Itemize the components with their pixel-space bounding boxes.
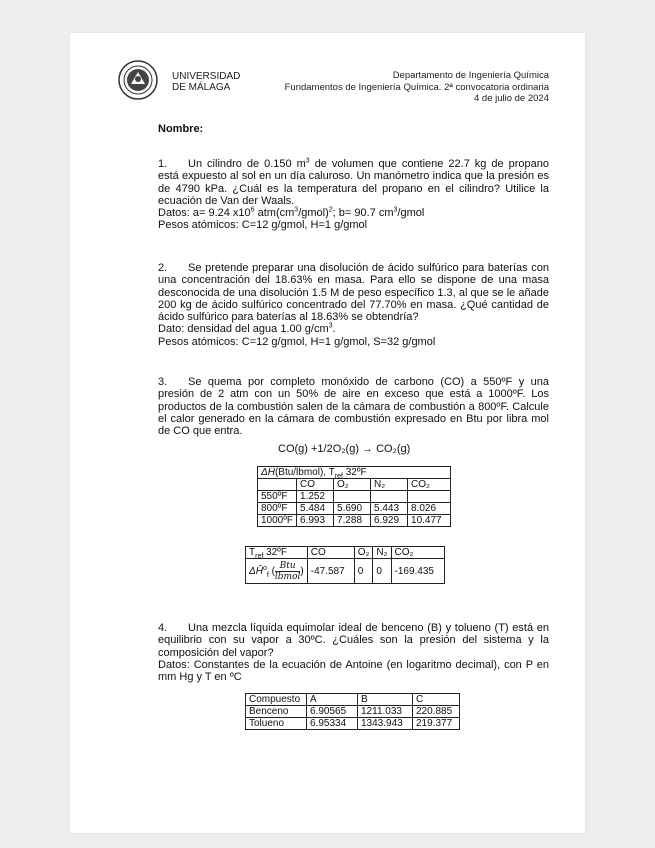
- university-seal-logo: [118, 60, 158, 100]
- question-4: 4. Una mezcla líquida equimolar ideal de benceno (B) y tolueno (T) está en equilibrio con su vapor a 30ºC. ¿Cuáles son la presión del sistema y la composición del vapor? Datos: Constantes de la ecuación de Antoine (en logaritmo decimal), con P en mm Hg y T en ºC: [158, 622, 549, 684]
- antoine-table: [245, 693, 460, 730]
- enthalpy-table-header: ΔĤ(Btu/lbmol), $T_{ref}$ 32ºF: [258, 467, 451, 479]
- department-header: Departamento de Ingeniería Química Fundamentos de Ingeniería Química. 2ª convocatoria ordinaria 4 de julio de 2024: [284, 70, 549, 104]
- table-row: Compuesto A B C: [246, 694, 460, 706]
- table-row: Tolueno 6.95334 1343.943 219.377: [246, 718, 460, 730]
- unit-fraction: $\frac{\text{Btu}}{\text{lbmol}}$: [274, 560, 301, 582]
- question-2: 2. Se pretende preparar una disolución de ácido sulfúrico para baterías con una concentración del 18.63% en masa. Para ello se dispone de una masa desconocida de una disolución 1.5 M de peso específico 1.3, al que se le añade 200 kg de ácido sulfúrico concentrado del 77.70% en masa. ¿Qué cantidad de ácido sulfúrico para baterías al 18.63% se obtendría? Dato: densidad del agua 1.00 $g/cm^3$. Pesos atómicos: C=12 g/gmol, H=1 g/gmol, S=32 g/gmol: [158, 262, 549, 348]
- university-name: UNIVERSIDAD DE MÁLAGA: [172, 71, 241, 93]
- table-row: $T_{ref}$ 32ºF CO O₂ N₂ CO₂: [246, 547, 445, 559]
- table-row: 800ºF 5.484 5.690 5.443 8.026: [258, 503, 451, 515]
- table-row: $\Delta Ĥ^o_f$ ( $\frac{\text{Btu}}{\text{lbmol}}$ ) -47.587 0 0 -169.435: [246, 559, 445, 584]
- table-row: 1000ºF 6.993 7.288 6.929 10.477: [258, 515, 451, 527]
- combustion-equation: CO(g) +1/2O₂(g) → CO₂(g): [278, 443, 411, 455]
- question-3: 3. Se quema por completo monóxido de carbono (CO) a 550ºF y una presión de 2 atm con un 50% de aire en exceso que está a 1000ºF. Los productos de la combustión salen de la cámara de combustión a 800ºF. Calcule el calor generado en la cámara de combustión expresado en Btu por libra mol de CO que entra.: [158, 376, 549, 438]
- table-row: CO O₂ N₂ CO₂: [258, 479, 451, 491]
- enthalpy-table: [257, 466, 451, 527]
- table-row: 550ºF 1.252: [258, 491, 451, 503]
- question-1: 1. Un cilindro de 0.150 $m^3$ de volumen que contiene 22.7 kg de propano está expuesto al sol en un día caluroso. Un manómetro indica que la presión es de 4790 kPa. ¿Cuál es la temperatura del propano en el cilindro? Utilice la ecuación de Van der Waals. Datos: a= 9.24 $x10^6$ $atm(cm^3/gmol)^2$; b= 90.7 $cm^3$/gmol Pesos atómicos: C=12 g/gmol, H=1 g/gmol: [158, 157, 549, 232]
- table-row: Benceno 6.90565 1211.033 220.885: [246, 706, 460, 718]
- formation-enthalpy-table: [245, 546, 445, 584]
- name-label: Nombre:: [158, 123, 204, 135]
